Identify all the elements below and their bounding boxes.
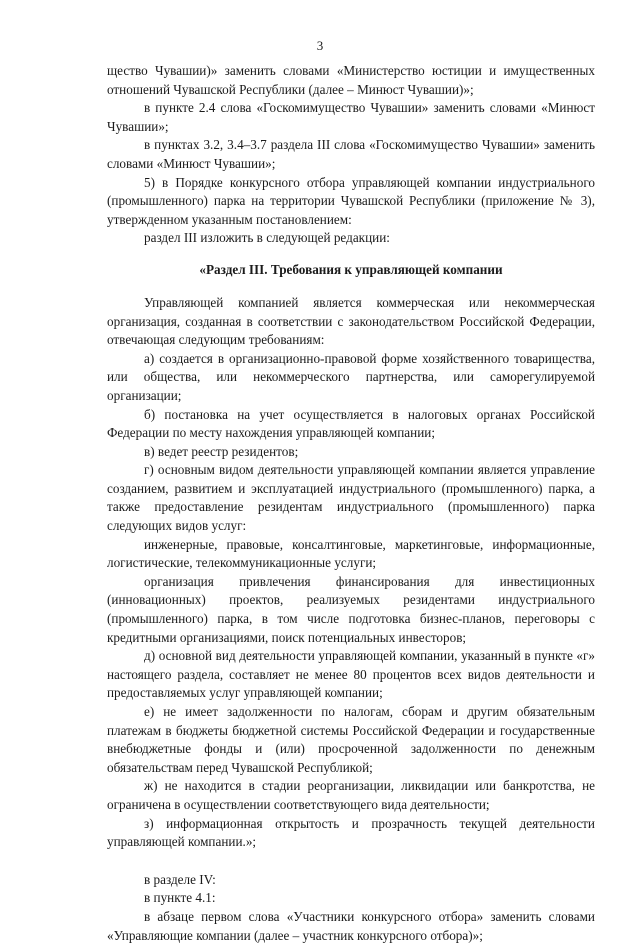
paragraph: в пункте 4.1: [144,890,216,906]
paragraph: 5) в Порядке конкурсного отбора управляющей компании индустриального (промышленного) парка на территории Чувашской Республики (приложение № 3), утвержденном указанным постановлением: [107,174,595,227]
section-heading: «Раздел III. Требования к управляющей компании [199,261,503,277]
list-item: е) не имеет задолженности по налогам, сборам и другим обязательным платежам в бюджеты бюджетной системы Российской Федерации и государственные внебюджетные фонды и (или) просроченной задолженности по денежным обязательствам перед Чувашской Республикой; [107,704,595,775]
amendment-list-after [107,871,595,945]
list-item: з) информационная открытость и прозрачность текущей деятельности управляющей компании.»; [107,815,595,850]
paragraph: в пунктах 3.2, 3.4–3.7 раздела III слова «Госкомимущество Чувашии» заменить словами «Минюст Чувашии»; [107,137,595,171]
list-item: в) ведет реестр резидентов; [144,443,299,459]
list-item: организация привлечения финансирования для инвестиционных (инновационных) проектов, реализуемых резидентами индустриального (промышленного) парка, в том числе подготовка бизнес-планов, переговоры с кредитными организациями, поиск потенциальных инвесторов; [107,573,595,645]
paragraph: в абзаце первом слова «Участники конкурсного отбора» заменить словами «Управляющие компании (далее – участник конкурсного отбора)»; [107,908,595,943]
list-item: а) создается в организационно-правовой форме хозяйственного товарищества, или общества, или некоммерческого партнерства, или саморегулируемой организации; [107,350,595,403]
paragraph-spacer [107,852,595,871]
list-item: д) основной вид деятельности управляющей компании, указанный в пункте «г» настоящего раздела, составляет не менее 80 процентов всех видов деятельности и предоставляемых услуг управляющей компании; [107,648,595,701]
list-item: ж) не находится в стадии реорганизации, ликвидации или банкротства, не ограничена в осуществлении соответствующего вида деятельности; [107,778,595,812]
paragraph: в разделе IV: [144,871,216,887]
list-item: б) постановка на учет осуществляется в налоговых органах Российской Федерации по месту нахождения управляющей компании; [107,406,595,441]
paragraph: щество Чувашии)» заменить словами «Министерство юстиции и имущественных отношений Чувашской Республики (далее – Минюст Чувашии)»; [107,63,595,97]
list-item: г) основным видом деятельности управляющей компании является управление созданием, развитием и эксплуатацией индустриального (промышленного) парка, а также предоставление резидентам индустриального (промышленного) парка следующих видов услуг: [107,462,595,534]
paragraph: раздел III изложить в следующей редакции: [144,230,390,246]
list-item: инженерные, правовые, консалтинговые, маркетинговые, информационные, логистические, телекоммуникационные услуги; [107,536,595,571]
page-number: 3 [316,38,324,53]
paragraph: Управляющей компанией является коммерческая или некоммерческая организация, созданная в соответствии с законодательством Российской Федерации, отвечающая следующим требованиям: [107,294,595,348]
document-body [107,62,595,945]
amendment-list-before [107,62,595,248]
paragraph: в пункте 2.4 слова «Госкомимущество Чувашии» заменить словами «Минюст Чувашии»; [107,100,595,134]
section-requirements [107,294,595,852]
